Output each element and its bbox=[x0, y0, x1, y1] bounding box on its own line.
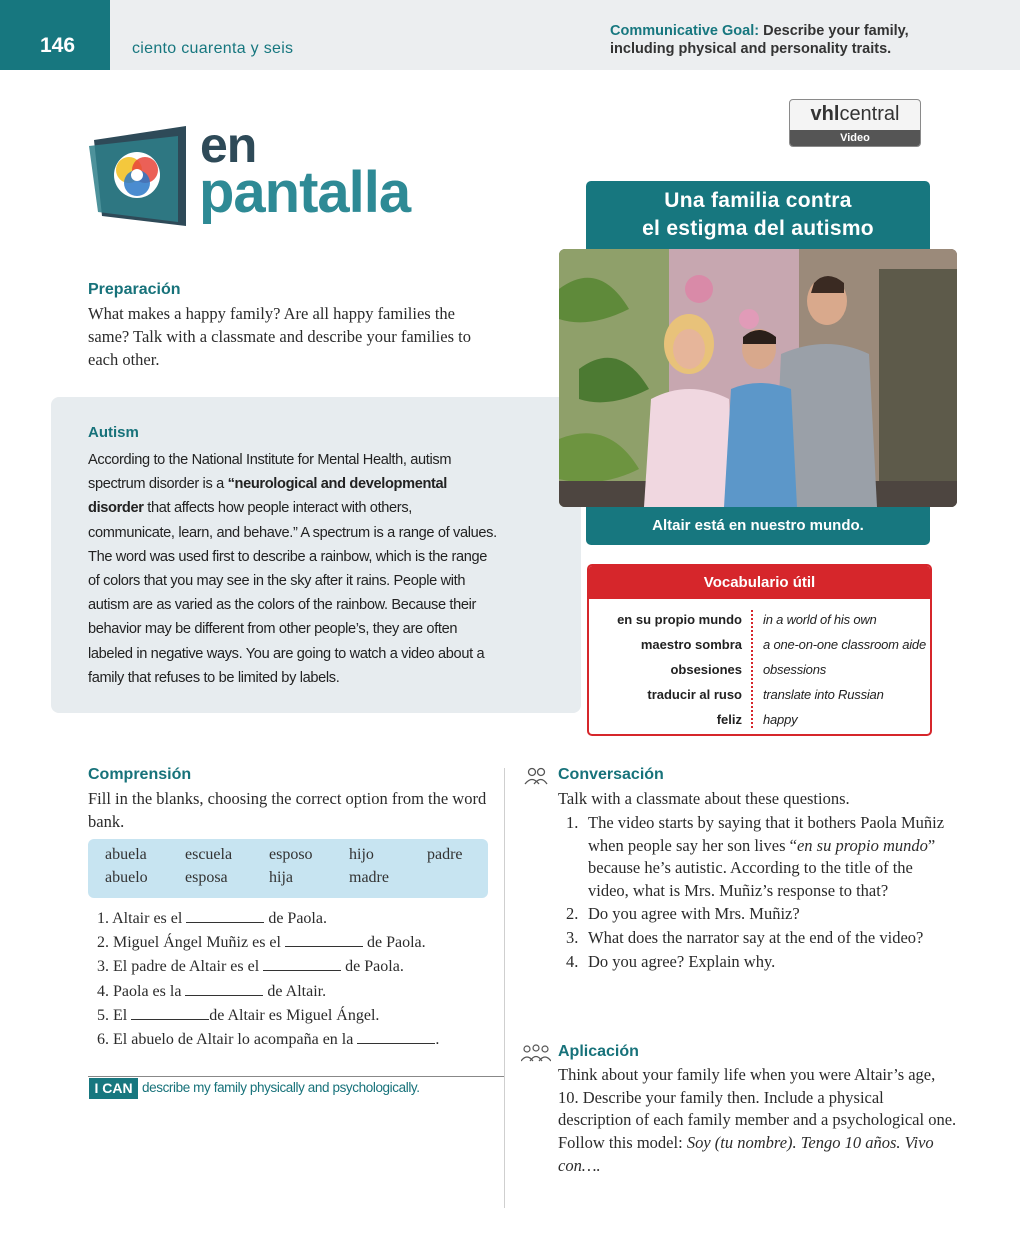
vocab-term: traducir al ruso bbox=[647, 687, 742, 702]
fill-blank-item: 5. El de Altair es Miguel Ángel. bbox=[97, 1006, 380, 1024]
fill-blank-item: 3. El padre de Altair es el de Paola. bbox=[97, 958, 404, 976]
aplicacion-text: Think about your family life when you were Altair’s age, 10. Describe your family then. Include a physical description of each family member and a psychological one. Follow this model: Soy (tu nombre). Tengo 10 años. Vivo con…. bbox=[558, 1065, 957, 1175]
vocab-row bbox=[589, 612, 930, 637]
video-still-image[interactable] bbox=[559, 249, 957, 507]
vocabulario-heading: Vocabulario útil bbox=[589, 566, 930, 599]
question-item: 2. Do you agree with Mrs. Muñiz? bbox=[566, 904, 800, 924]
vocab-row bbox=[589, 712, 930, 736]
fill-blank-item: 4. Paola es la de Altair. bbox=[97, 982, 327, 1000]
comprension-heading: Comprensión bbox=[88, 766, 192, 783]
autism-heading: Autism bbox=[88, 424, 139, 441]
preparacion-heading: Preparación bbox=[88, 281, 181, 298]
word-bank-item: hija bbox=[269, 869, 293, 886]
question-item: 1. The video starts by saying that it bothers Paola Muñiz when people say her son lives “en su propio mundo” because he’s autistic. According to the title of the video, what is Mrs. Muñiz’s response to that? bbox=[566, 813, 945, 900]
vocab-row bbox=[589, 687, 930, 712]
answer-blank[interactable] bbox=[185, 981, 263, 996]
vocab-definition: in a world of his own bbox=[763, 612, 877, 627]
goal-label: Communicative Goal: bbox=[610, 23, 760, 39]
fill-blank-item: 6. El abuelo de Altair lo acompaña en la . bbox=[97, 1031, 440, 1049]
vhl-brand: vhlcentral bbox=[810, 103, 900, 125]
vocab-definition: happy bbox=[763, 712, 798, 727]
word-bank-item: abuela bbox=[105, 846, 147, 863]
vocab-definition: translate into Russian bbox=[763, 687, 884, 702]
vocab-row bbox=[589, 662, 930, 687]
vocab-definition: obsessions bbox=[763, 662, 827, 677]
word-bank-item: esposa bbox=[185, 869, 228, 886]
question-item: 3. What does the narrator say at the end of the video? bbox=[566, 927, 924, 947]
logo-word-pantalla: pantalla bbox=[199, 160, 411, 225]
conversacion-questions bbox=[566, 812, 951, 974]
answer-blank[interactable] bbox=[131, 1005, 209, 1020]
answer-blank[interactable] bbox=[357, 1029, 435, 1044]
vocab-row bbox=[589, 637, 930, 662]
column-divider bbox=[504, 768, 505, 1208]
word-bank-item: esposo bbox=[269, 846, 313, 863]
vocab-definition: a one-on-one classroom aide bbox=[763, 637, 926, 652]
pair-work-icon bbox=[524, 766, 548, 786]
video-caption: Altair está en nuestro mundo. bbox=[652, 517, 864, 534]
goal-line2: including physical and personality traits. bbox=[610, 41, 892, 57]
answer-blank[interactable] bbox=[285, 932, 363, 947]
ican-badge: I CAN bbox=[89, 1078, 138, 1099]
goal-line1: Describe your family, bbox=[763, 23, 909, 39]
page-number-words: ciento cuarenta y seis bbox=[132, 40, 294, 57]
fill-blank-item: 1. Altair es el de Paola. bbox=[97, 910, 327, 927]
ican-rule bbox=[88, 1076, 504, 1077]
vocab-term: feliz bbox=[716, 712, 742, 727]
word-bank bbox=[88, 839, 488, 898]
word-bank-item: padre bbox=[427, 846, 463, 863]
preparacion-text: What makes a happy family? Are all happy families the same? Talk with a classmate and describe your families to each other. bbox=[88, 304, 471, 369]
vhl-video-label: Video bbox=[790, 130, 920, 146]
comprension-instructions: Fill in the blanks, choosing the correct option from the word bank. bbox=[88, 789, 487, 831]
word-bank-item: abuelo bbox=[105, 869, 148, 886]
word-bank-item: escuela bbox=[185, 846, 233, 863]
conversacion-intro: Talk with a classmate about these questions. bbox=[558, 789, 850, 808]
vocab-term: obsesiones bbox=[670, 662, 742, 677]
comprension-list bbox=[97, 907, 517, 1052]
vocabulario-box bbox=[587, 564, 932, 736]
ican-statement: describe my family physically and psychologically. bbox=[142, 1080, 420, 1095]
word-bank-item: madre bbox=[349, 869, 389, 886]
vocab-term: maestro sombra bbox=[640, 637, 742, 652]
group-work-icon bbox=[521, 1043, 551, 1063]
vocab-term: en su propio mundo bbox=[617, 612, 742, 627]
aplicacion-heading: Aplicación bbox=[558, 1043, 639, 1060]
communicative-goal bbox=[610, 22, 970, 58]
answer-blank[interactable] bbox=[186, 908, 264, 923]
vhlcentral-video-badge[interactable] bbox=[789, 99, 921, 147]
answer-blank[interactable] bbox=[263, 956, 341, 971]
logo-word-en: en bbox=[200, 117, 257, 173]
conversacion-heading: Conversación bbox=[558, 766, 664, 783]
fill-blank-item: 2. Miguel Ángel Muñiz es el de Paola. bbox=[97, 934, 426, 952]
autism-text: According to the National Institute for Mental Health, autism spectrum disorder is a “neurological and developmental disorder that affects how people interact with others, communicate, learn, and behave.” A spectrum is a range of values. The word was used first to describe a rainbow, which is the range of colors that you may see in the sky after it rains. People with autism are as varied as the colors of the rainbow. Because their behavior may be different from other people’s, they are often labeled in negative ways. You are going to watch a video about a family that refuses to be limited by labels. bbox=[88, 452, 497, 686]
word-bank-item: hijo bbox=[349, 846, 374, 863]
question-item: 4. Do you agree? Explain why. bbox=[566, 951, 776, 971]
video-title: Una familia contra el estigma del autismo bbox=[642, 189, 874, 240]
page-number: 146 bbox=[40, 34, 76, 57]
